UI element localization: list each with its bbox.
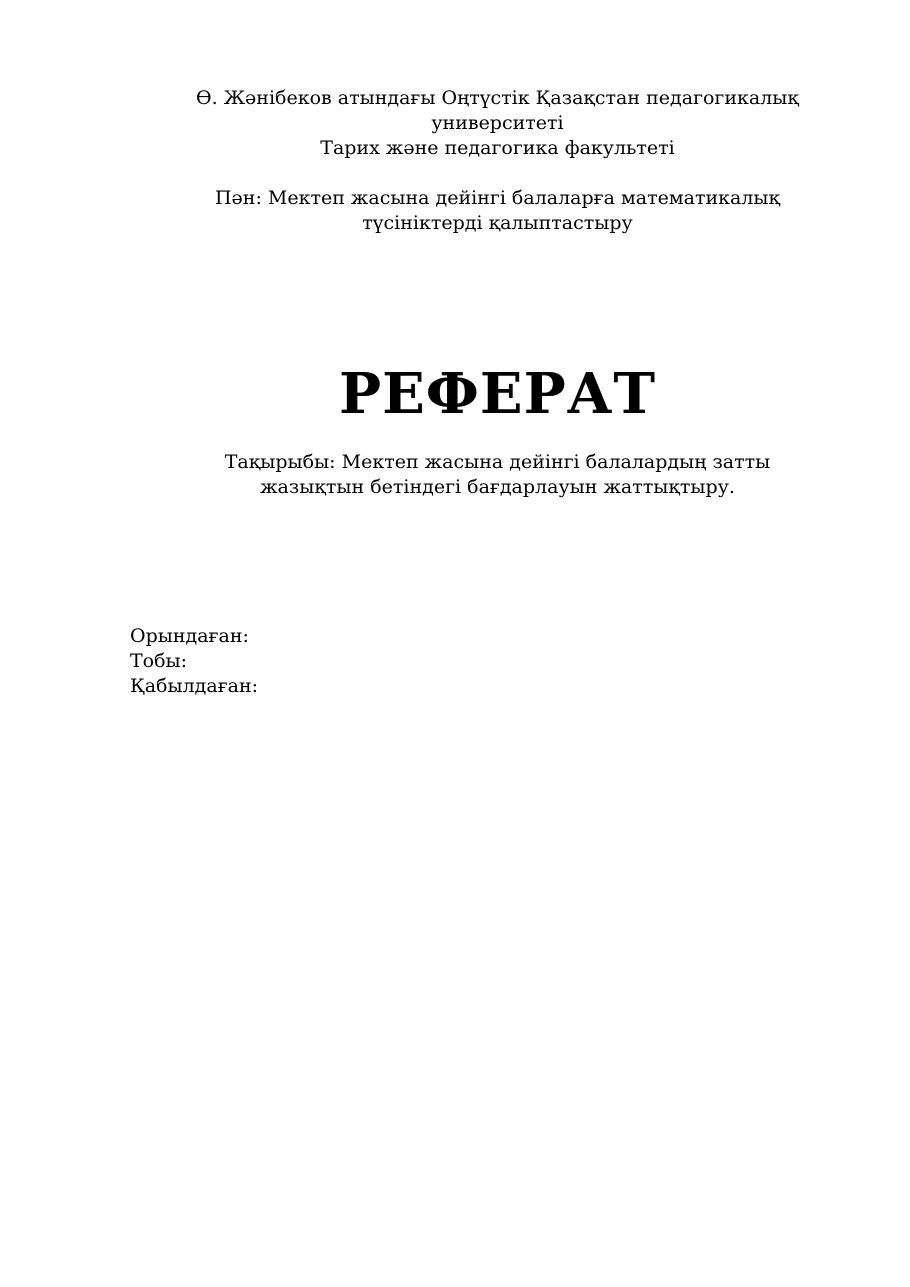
document-title: РЕФЕРАТ <box>339 361 656 427</box>
faculty-name: Тарих және педагогика факультеті <box>320 137 675 159</box>
accepted-by-label: Қабылдаған: <box>130 675 259 697</box>
group-label: Тобы: <box>130 650 188 672</box>
university-name-line2: университеті <box>431 112 564 134</box>
topic-block <box>130 450 865 500</box>
topic-line2: жазықтын бетіндегі бағдарлауын жаттықтыру. <box>260 476 735 498</box>
university-name-line1: Ө. Жәнібеков атындағы Оңтүстік Қазақстан педагогикалық <box>196 87 799 109</box>
subject-line2: түсініктерді қалыптастыру <box>362 212 633 234</box>
performed-by-label: Орындаған: <box>130 625 249 647</box>
signature-block <box>130 624 258 699</box>
subject-line1: Пән: Мектеп жасына дейінгі балаларға математикалық <box>214 187 781 209</box>
subject-block <box>130 186 865 236</box>
topic-line1: Тақырыбы: Мектеп жасына дейінгі балалардың затты <box>224 451 771 473</box>
university-header <box>130 86 865 161</box>
